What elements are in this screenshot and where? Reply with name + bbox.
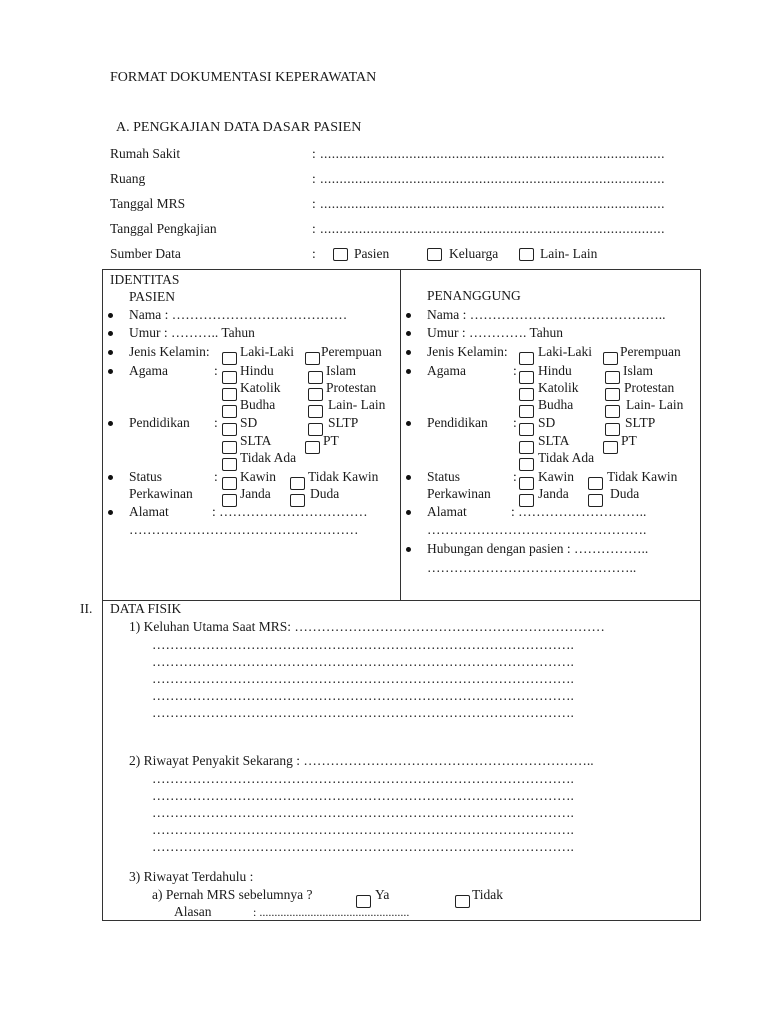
bullet-icon <box>108 313 113 318</box>
pasien-perempuan-label: Perempuan <box>321 344 382 359</box>
question-riwayat-sekarang[interactable]: 2) Riwayat Penyakit Sekarang : ……………………………………………………….. <box>129 753 594 768</box>
document-title: FORMAT DOKUMENTASI KEPERAWATAN <box>110 70 377 85</box>
pasien-alamat-label: Alamat <box>129 504 169 519</box>
dotted-answer-line[interactable]: …………………………………………………………………………………. <box>152 637 574 652</box>
pasien-slta-label: SLTA <box>240 433 272 448</box>
pasien-katolik-label: Katolik <box>240 380 281 395</box>
checkbox-penanggung-pt[interactable] <box>603 441 618 454</box>
checkbox-pasien-protestan[interactable] <box>308 388 323 401</box>
pasien-status-label: Status <box>129 469 163 484</box>
mrs-tidak-label: Tidak <box>472 887 504 902</box>
pasien-jk-label: Jenis Kelamin: <box>129 344 210 359</box>
bullet-icon <box>108 331 113 336</box>
checkbox-pasien-sltp[interactable] <box>308 423 323 436</box>
penanggung-slta-label: SLTA <box>538 433 570 448</box>
sumber-colon: : <box>312 246 316 261</box>
dotted-answer-line[interactable]: …………………………………………………………………………………. <box>152 822 574 837</box>
penanggung-hubungan[interactable]: Hubungan dengan pasien : …………….. <box>427 541 649 556</box>
penanggung-umur[interactable]: Umur : …………. Tahun <box>427 325 564 340</box>
penanggung-alamat-value[interactable]: : ……………………….. <box>511 504 647 519</box>
checkbox-pasien-tidak-ada[interactable] <box>222 458 237 471</box>
pasien-sltp-label: SLTP <box>328 415 359 430</box>
penanggung-pendidikan-label: Pendidikan <box>427 415 488 430</box>
penanggung-tidak-kawin-label: Tidak Kawin <box>607 469 678 484</box>
field-label-ruang: Ruang <box>110 171 146 186</box>
pasien-laki-label: Laki-Laki <box>240 344 294 359</box>
checkbox-penanggung-islam[interactable] <box>605 371 620 384</box>
question-keluhan-utama[interactable]: 1) Keluhan Utama Saat MRS: …………………………………………………………… <box>129 619 605 634</box>
colon: : <box>214 469 218 484</box>
pasien-janda-label: Janda <box>240 486 271 501</box>
checkbox-penanggung-perempuan[interactable] <box>603 352 618 365</box>
option-lain-lain-label: Lain- Lain <box>540 246 598 261</box>
colon: : <box>214 415 218 430</box>
checkbox-mrs-tidak[interactable] <box>455 895 470 908</box>
option-pasien-label: Pasien <box>354 246 390 261</box>
pasien-agama-label: Agama <box>129 363 168 378</box>
penanggung-duda-label: Duda <box>610 486 640 501</box>
identitas-heading: IDENTITAS <box>110 272 180 287</box>
penanggung-perkawinan-label: Perkawinan <box>427 486 491 501</box>
pasien-perkawinan-label: Perkawinan <box>129 486 193 501</box>
checkbox-pasien-slta[interactable] <box>222 441 237 454</box>
bullet-icon <box>406 547 411 552</box>
checkbox-penanggung-kawin[interactable] <box>519 477 534 490</box>
pasien-nama[interactable]: Nama : ………………………………… <box>129 307 348 322</box>
bullet-icon <box>406 331 411 336</box>
penanggung-hindu-label: Hindu <box>538 363 572 378</box>
data-fisik-heading: DATA FISIK <box>110 601 182 616</box>
checkbox-pasien[interactable] <box>333 248 348 261</box>
column-divider <box>400 269 401 600</box>
penanggung-jk-label: Jenis Kelamin: <box>427 344 508 359</box>
penanggung-perempuan-label: Perempuan <box>620 344 681 359</box>
checkbox-penanggung-laki[interactable] <box>519 352 534 365</box>
pasien-duda-label: Duda <box>310 486 340 501</box>
checkbox-lain-lain[interactable] <box>519 248 534 261</box>
colon: : <box>513 363 517 378</box>
checkbox-pasien-perempuan[interactable] <box>305 352 320 365</box>
penanggung-alamat-label: Alamat <box>427 504 467 519</box>
field-label-tanggal-pengkajian: Tanggal Pengkajian <box>110 221 217 236</box>
penanggung-heading: PENANGGUNG <box>427 288 521 303</box>
pasien-heading: PASIEN <box>129 289 176 304</box>
dotted-answer-line[interactable]: …………………………………………………………………………………. <box>152 705 574 720</box>
checkbox-pasien-kawin[interactable] <box>222 477 237 490</box>
checkbox-pasien-islam[interactable] <box>308 371 323 384</box>
penanggung-hubungan-continuation[interactable]: ……………………………………….. <box>427 560 637 575</box>
checkbox-penanggung-hindu[interactable] <box>519 371 534 384</box>
field-value-tanggal-pengkajian[interactable]: : ......................................................................................... <box>312 221 666 236</box>
penanggung-budha-label: Budha <box>538 397 574 412</box>
field-label-sumber-data: Sumber Data <box>110 246 181 261</box>
bullet-icon <box>406 350 411 355</box>
pasien-sd-label: SD <box>240 415 258 430</box>
question-riwayat-terdahulu: 3) Riwayat Terdahulu : <box>129 869 254 884</box>
penanggung-islam-label: Islam <box>623 363 653 378</box>
pasien-pendidikan-label: Pendidikan <box>129 415 190 430</box>
dotted-answer-line[interactable]: …………………………………………………………………………………. <box>152 671 574 686</box>
penanggung-alamat-continuation[interactable]: …………………………………………. <box>427 522 647 537</box>
checkbox-penanggung-tidak-kawin[interactable] <box>588 477 603 490</box>
bullet-icon <box>108 475 113 480</box>
option-keluarga-label: Keluarga <box>449 246 499 261</box>
pasien-hindu-label: Hindu <box>240 363 274 378</box>
dotted-answer-line[interactable]: …………………………………………………………………………………. <box>152 688 574 703</box>
checkbox-pasien-laki[interactable] <box>222 352 237 365</box>
section-a-heading: A. PENGKAJIAN DATA DASAR PASIEN <box>116 120 362 135</box>
bullet-icon <box>108 350 113 355</box>
pasien-umur[interactable]: Umur : ……….. Tahun <box>129 325 255 340</box>
bullet-icon <box>406 369 411 374</box>
pasien-islam-label: Islam <box>326 363 356 378</box>
alasan-label: Alasan <box>174 904 212 919</box>
checkbox-penanggung-katolik[interactable] <box>519 388 534 401</box>
checkbox-pasien-sd[interactable] <box>222 423 237 436</box>
pasien-tidak-kawin-label: Tidak Kawin <box>308 469 379 484</box>
checkbox-pasien-lain[interactable] <box>308 405 323 418</box>
penanggung-tidak-ada-label: Tidak Ada <box>538 450 595 465</box>
pasien-pt-label: PT <box>323 433 339 448</box>
checkbox-penanggung-budha[interactable] <box>519 405 534 418</box>
row-divider <box>102 600 700 601</box>
pasien-alamat-value[interactable]: : …………………………… <box>212 504 368 519</box>
penanggung-status-label: Status <box>427 469 461 484</box>
penanggung-sltp-label: SLTP <box>625 415 656 430</box>
field-label-tanggal-mrs: Tanggal MRS <box>110 196 186 211</box>
checkbox-penanggung-tidak-ada[interactable] <box>519 458 534 471</box>
dotted-answer-line[interactable]: …………………………………………………………………………………. <box>152 805 574 820</box>
penanggung-kawin-label: Kawin <box>538 469 574 484</box>
pasien-alamat-continuation[interactable]: …………………………………………… <box>129 522 359 537</box>
checkbox-pasien-tidak-kawin[interactable] <box>290 477 305 490</box>
pasien-lain-label: Lain- Lain <box>328 397 386 412</box>
penanggung-agama-label: Agama <box>427 363 466 378</box>
colon: : <box>214 363 218 378</box>
checkbox-penanggung-slta[interactable] <box>519 441 534 454</box>
penanggung-lain-label: Lain- Lain <box>626 397 684 412</box>
dotted-answer-line[interactable]: …………………………………………………………………………………. <box>152 839 574 854</box>
alasan-value[interactable]: : .................................................. <box>253 905 410 919</box>
penanggung-laki-label: Laki-Laki <box>538 344 592 359</box>
dotted-answer-line[interactable]: …………………………………………………………………………………. <box>152 654 574 669</box>
bullet-icon <box>108 369 113 374</box>
field-value-tanggal-mrs[interactable]: : ......................................................................................... <box>312 196 666 211</box>
pasien-budha-label: Budha <box>240 397 276 412</box>
colon: : <box>513 469 517 484</box>
checkbox-pasien-katolik[interactable] <box>222 388 237 401</box>
pasien-protestan-label: Protestan <box>326 380 377 395</box>
bullet-icon <box>406 421 411 426</box>
checkbox-penanggung-sd[interactable] <box>519 423 534 436</box>
bullet-icon <box>108 510 113 515</box>
checkbox-pasien-pt[interactable] <box>305 441 320 454</box>
penanggung-janda-label: Janda <box>538 486 569 501</box>
bullet-icon <box>406 313 411 318</box>
penanggung-nama[interactable]: Nama : …………………………………….. <box>427 307 666 322</box>
penanggung-pt-label: PT <box>621 433 637 448</box>
checkbox-penanggung-protestan[interactable] <box>605 388 620 401</box>
dotted-answer-line[interactable]: …………………………………………………………………………………. <box>152 788 574 803</box>
penanggung-katolik-label: Katolik <box>538 380 579 395</box>
checkbox-pasien-budha[interactable] <box>222 405 237 418</box>
bullet-icon <box>108 421 113 426</box>
field-value-rumah-sakit[interactable]: : ......................................................................................... <box>312 146 666 161</box>
section-ii-numeral: II. <box>80 601 93 616</box>
pasien-tidak-ada-label: Tidak Ada <box>240 450 297 465</box>
dotted-answer-line[interactable]: …………………………………………………………………………………. <box>152 771 574 786</box>
penanggung-protestan-label: Protestan <box>624 380 675 395</box>
mrs-ya-label: Ya <box>375 887 390 902</box>
checkbox-penanggung-sltp[interactable] <box>605 423 620 436</box>
checkbox-penanggung-lain[interactable] <box>605 405 620 418</box>
question-pernah-mrs: a) Pernah MRS sebelumnya ? <box>152 887 313 902</box>
field-value-ruang[interactable]: : ......................................................................................... <box>312 171 666 186</box>
bullet-icon <box>406 510 411 515</box>
checkbox-keluarga[interactable] <box>427 248 442 261</box>
colon: : <box>513 415 517 430</box>
bullet-icon <box>406 475 411 480</box>
pasien-kawin-label: Kawin <box>240 469 276 484</box>
field-label-rumah-sakit: Rumah Sakit <box>110 146 181 161</box>
penanggung-sd-label: SD <box>538 415 556 430</box>
checkbox-pasien-hindu[interactable] <box>222 371 237 384</box>
